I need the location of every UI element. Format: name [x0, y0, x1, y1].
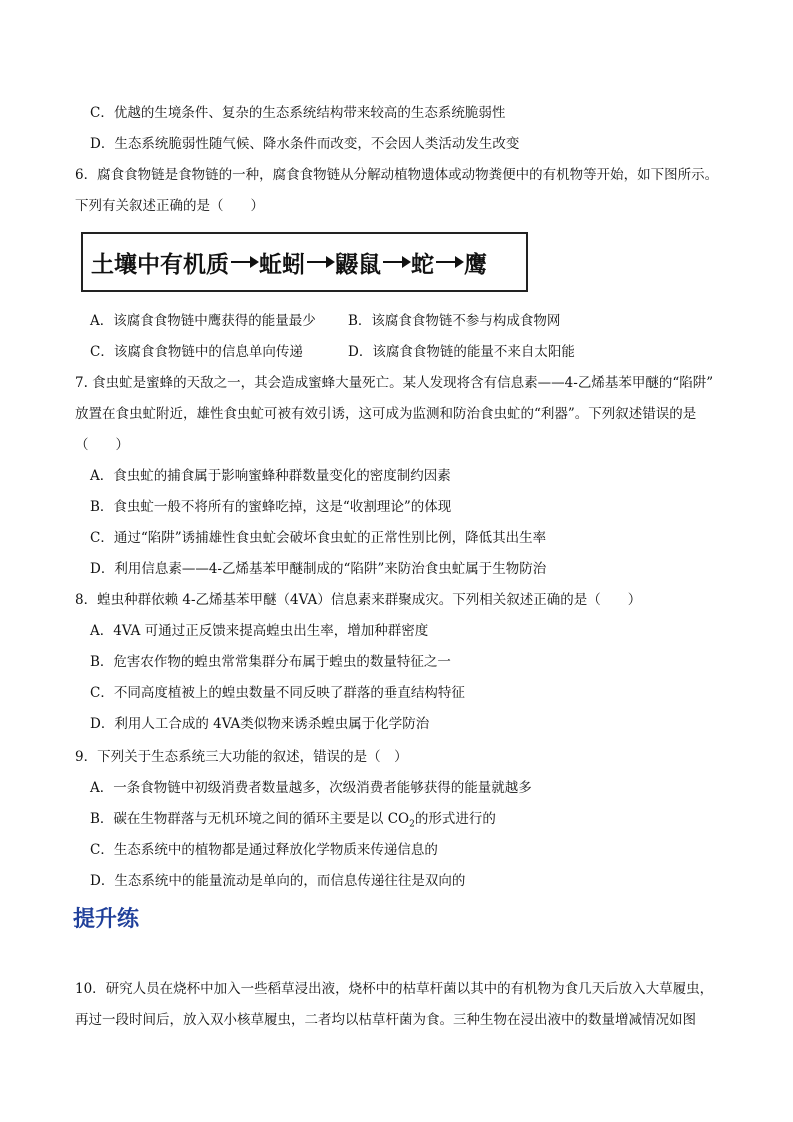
q8-option-a: A．4VA 可通过正反馈来提高蝗虫出生率，增加种群密度 [90, 623, 429, 639]
q7-option-d: D．利用信息素——4-乙烯基苯甲醚制成的“陷阱”来防治食虫虻属于生物防治 [90, 561, 547, 577]
q7-stem-line-1: 7. 食虫虻是蜜蜂的天敌之一，其会造成蜜蜂大量死亡。某人发现将含有信息素——4-乙烯基苯甲醚的“陷阱” [75, 375, 714, 391]
q6-stem-line-1: 6．腐食食物链是食物链的一种，腐食食物链从分解动植物遗体或动物粪便中的有机物等开始，如下图所示。 [75, 167, 719, 183]
chain-arrow-icon [383, 261, 409, 263]
chain-node-soil-organic-matter: 土壤中有机质 [91, 251, 229, 278]
q9-option-b-subscript: 2 [409, 819, 415, 830]
q6-option-c: C．该腐食食物链中的信息单向传递 [90, 344, 303, 360]
chain-arrow-icon [307, 261, 333, 263]
q6-option-a: A．该腐食食物链中鹰获得的能量最少 [90, 313, 316, 329]
chain-node-eagle: 鹰 [464, 251, 487, 278]
q5-option-d: D．生态系统脆弱性随气候、降水条件而改变，不会因人类活动发生改变 [90, 136, 520, 152]
section-heading: 提升练 [73, 907, 140, 932]
chain-node-earthworm: 蚯蚓 [259, 251, 305, 278]
chain-arrow-icon [436, 261, 462, 263]
q6-option-d: D．该腐食食物链的能量不来自太阳能 [348, 344, 575, 360]
q8-option-c: C．不同高度植被上的蝗虫数量不同反映了群落的垂直结构特征 [90, 685, 465, 701]
q9-option-a: A．一条食物链中初级消费者数量越多，次级消费者能够获得的能量就越多 [90, 780, 532, 796]
q9-option-b-text-end: 的形式进行的 [414, 811, 496, 827]
q7-option-b: B．食虫虻一般不将所有的蜜蜂吃掉，这是“收割理论”的体现 [90, 499, 452, 515]
q9-option-d: D．生态系统中的能量流动是单向的，而信息传递往往是双向的 [90, 873, 466, 889]
q7-stem-line-2: 放置在食虫虻附近，雄性食虫虻可被有效引诱，这可成为监测和防治食虫虻的“利器”。下列叙述错误的是 [75, 406, 697, 422]
q7-option-a: A．食虫虻的捕食属于影响蜜蜂种群数量变化的密度制约因素 [90, 468, 451, 484]
chain-node-snake: 蛇 [411, 251, 434, 278]
food-chain-diagram [81, 232, 528, 292]
q7-option-c: C．通过“陷阱”诱捕雄性食虫虻会破坏食虫虻的正常性别比例，降低其出生率 [90, 530, 547, 546]
q7-stem-line-3: （ ） [75, 437, 129, 453]
chain-node-mole: 鼹鼠 [335, 251, 381, 278]
q9-option-b [90, 810, 496, 834]
q9-stem: 9．下列关于生态系统三大功能的叙述，错误的是（ ） [75, 749, 408, 765]
q8-stem: 8．蝗虫种群依赖 4-乙烯基苯甲醚（4VA）信息素来群聚成灾。下列相关叙述正确的是（ ） [75, 592, 642, 608]
q6-option-b: B．该腐食食物链不参与构成食物网 [348, 313, 561, 329]
q8-option-d: D．利用人工合成的 4VA类似物来诱杀蝗虫属于化学防治 [90, 716, 430, 732]
q10-stem-line-2: 再过一段时间后，放入双小核草履虫，二者均以枯草杆菌为食。三种生物在浸出液中的数量增减情况如图 [75, 1012, 696, 1028]
q10-stem-line-1: 10．研究人员在烧杯中加入一些稻草浸出液，烧杯中的枯草杆菌以其中的有机物为食几天后放入大草履虫， [75, 981, 714, 997]
q6-stem-line-2: 下列有关叙述正确的是（ ） [75, 198, 264, 214]
q5-option-c: C．优越的生境条件、复杂的生态系统结构带来较高的生态系统脆弱性 [90, 105, 506, 121]
q8-option-b: B．危害农作物的蝗虫常常集群分布属于蝗虫的数量特征之一 [90, 654, 451, 670]
chain-arrow-icon [231, 261, 257, 263]
q9-option-b-text: B．碳在生物群落与无机环境之间的循环主要是以 CO [90, 811, 410, 827]
q9-option-c: C．生态系统中的植物都是通过释放化学物质来传递信息的 [90, 842, 438, 858]
